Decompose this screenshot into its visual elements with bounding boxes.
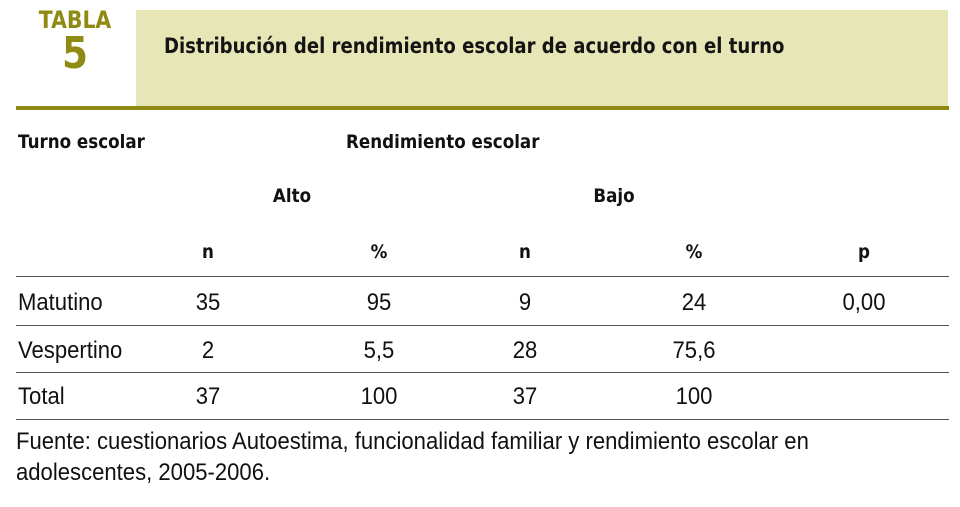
cell-bajo-percent: 100 xyxy=(675,383,713,410)
header-p: p xyxy=(858,241,870,263)
row-label: Matutino xyxy=(18,289,103,316)
header-alto-n: n xyxy=(202,241,214,263)
row-label: Total xyxy=(18,383,65,410)
header-bajo: Bajo xyxy=(593,185,635,207)
cell-alto-percent: 100 xyxy=(360,383,398,410)
cell-bajo-percent: 75,6 xyxy=(672,337,716,364)
header-rule xyxy=(16,106,949,110)
title-banner xyxy=(136,10,948,106)
source-note: Fuente: cuestionarios Autoestima, funcionalidad familiar y rendimiento escolar en adolescentes, 2005-2006. xyxy=(16,428,809,486)
table-number-label xyxy=(16,6,134,79)
header-bajo-n: n xyxy=(519,241,531,263)
table-bottom-rule xyxy=(16,419,949,420)
cell-bajo-n: 28 xyxy=(512,337,538,364)
cell-bajo-n: 9 xyxy=(518,289,532,316)
row-rule xyxy=(16,372,949,373)
header-alto-percent: % xyxy=(370,241,388,263)
cell-alto-n: 35 xyxy=(195,289,221,316)
header-bottom-rule xyxy=(16,276,949,277)
header-rendimiento-escolar: Rendimiento escolar xyxy=(346,131,540,153)
cell-bajo-n: 37 xyxy=(512,383,538,410)
header-bajo-percent: % xyxy=(685,241,703,263)
row-rule xyxy=(16,325,949,326)
table-label-word: TABLA xyxy=(38,6,112,34)
cell-p: 0,00 xyxy=(842,289,886,316)
cell-bajo-percent: 24 xyxy=(681,289,707,316)
cell-alto-n: 2 xyxy=(201,337,215,364)
row-label: Vespertino xyxy=(18,337,123,364)
header-turno-escolar: Turno escolar xyxy=(18,131,145,153)
table-label-number: 5 xyxy=(61,28,89,79)
cell-alto-percent: 95 xyxy=(366,289,392,316)
cell-alto-percent: 5,5 xyxy=(363,337,395,364)
cell-alto-n: 37 xyxy=(195,383,221,410)
table-title: Distribución del rendimiento escolar de acuerdo con el turno xyxy=(164,34,785,58)
header-alto: Alto xyxy=(272,185,312,207)
